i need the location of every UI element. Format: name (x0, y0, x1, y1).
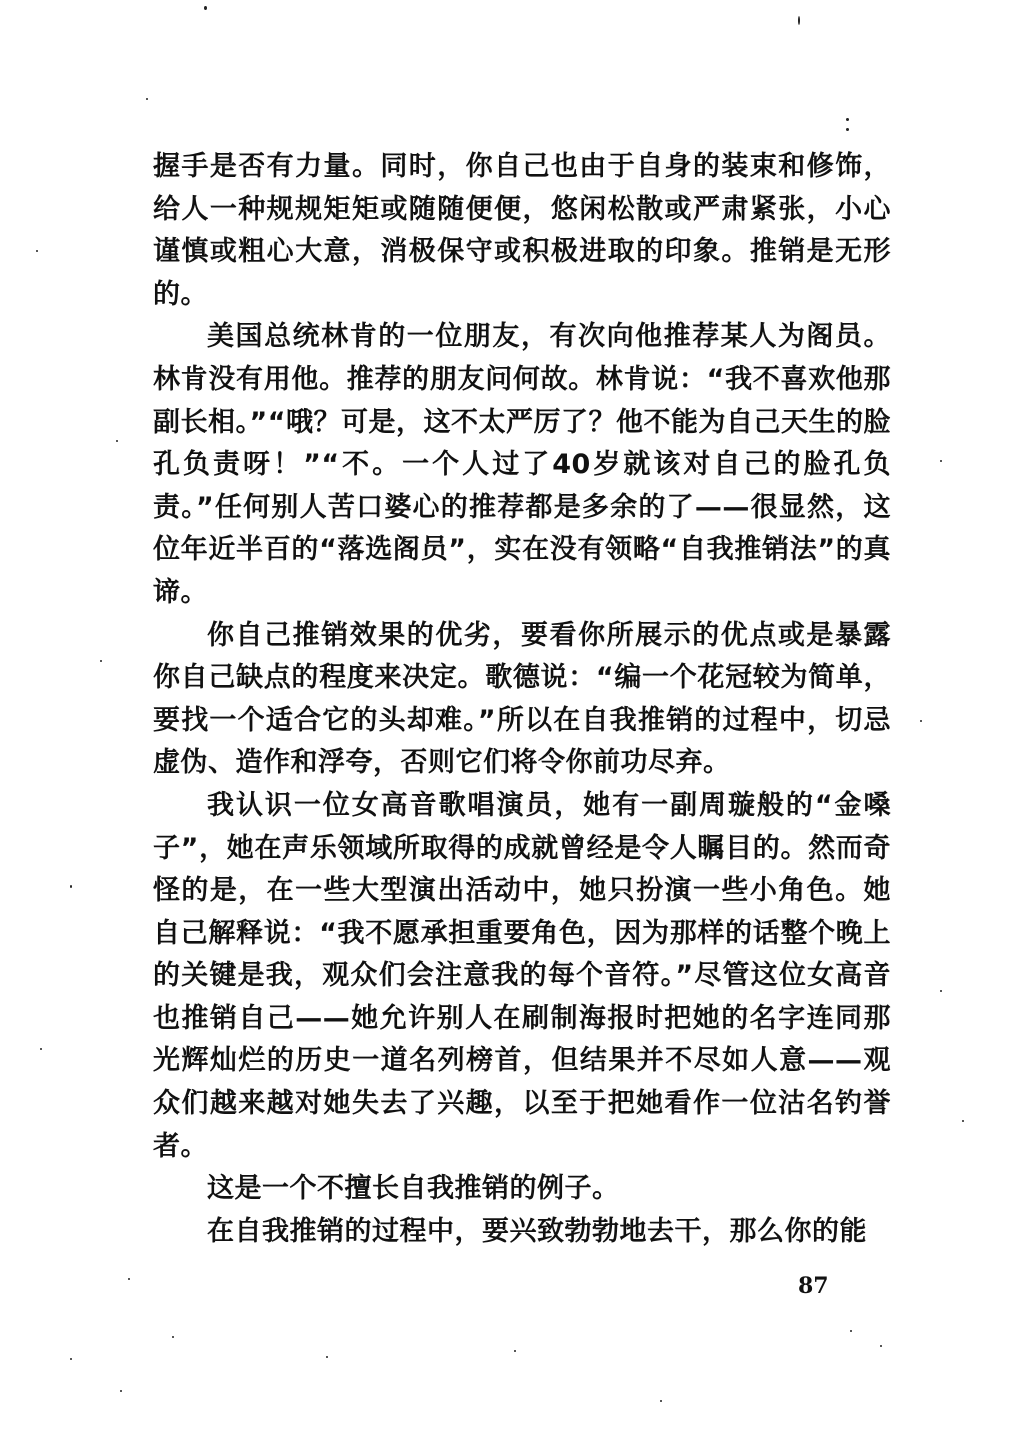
scan-speck (660, 1400, 662, 1402)
paragraph-2: 美国总统林肯的一位朋友，有次向他推荐某人为阁员。林肯没有用他。推荐的朋友问何故。林肯说：“我不喜欢他那副长相。”“哦？可是，这不太严厉了？他不能为自己天生的脸孔负责呀！”“不。一个人过了40岁就该对自己的脸孔负责。”任何别人苦口婆心的推荐都是多余的了——很显然，这位年近半百的“落选阁员”，实在没有领略“自我推销法”的真谛。 (153, 321, 891, 608)
scan-speck (172, 1336, 174, 1338)
scan-speck (846, 118, 849, 121)
body-text (153, 146, 891, 1253)
scan-speck (204, 6, 207, 10)
scan-speck (920, 720, 922, 722)
scan-speck (880, 1345, 882, 1347)
scan-speck (850, 1330, 852, 1332)
scan-speck (940, 460, 942, 462)
scan-speck (70, 1358, 72, 1360)
scan-speck (940, 990, 942, 992)
paragraph-6: 在自我推销的过程中，要兴致勃勃地去干，那么你的能 (207, 1215, 867, 1247)
scan-speck (798, 16, 800, 25)
paragraph-4: 我认识一位女高音歌唱演员，她有一副周璇般的“金嗓子”，她在声乐领域所取得的成就曾经是令人瞩目的。然而奇怪的是，在一些大型演出活动中，她只扮演一些小角色。她自己解释说：“我不愿承担重要角色，因为那样的话整个晚上的关键是我，观众们会注意我的每个音符。”尽管这位女高音也推销自己——她允许别人在刷制海报时把她的名字连同那光辉灿烂的历史一道名列榜首，但结果并不尽如人意——观众们越来越对她失去了兴趣，以至于把她看作一位沽名钓誉者。 (153, 789, 891, 1162)
scan-speck (40, 1048, 42, 1050)
scan-speck (116, 440, 118, 442)
scan-speck (326, 1356, 328, 1358)
paragraph-5: 这是一个不擅长自我推销的例子。 (207, 1173, 620, 1205)
page-number: 87 (798, 1273, 829, 1299)
scan-speck (146, 98, 148, 100)
scan-speck (962, 1120, 964, 1122)
paragraph-1: 握手是否有力量。同时，你自己也由于自身的装束和修饰，给人一种规规矩矩或随随便便，悠闲松散或严肃紧张，小心谨慎或粗心大意，消极保守或积极进取的印象。推销是无形的。 (153, 151, 891, 310)
scan-speck (70, 885, 72, 888)
scan-speck (120, 1390, 122, 1392)
scan-speck (36, 250, 38, 252)
scan-speck (514, 1350, 516, 1352)
paragraph-3: 你自己推销效果的优劣，要看你所展示的优点或是暴露你自己缺点的程度来决定。歌德说：“编一个花冠较为简单，要找一个适合它的头却难。”所以在自我推销的过程中，切忌虚伪、造作和浮夸，否则它们将令你前功尽弃。 (153, 619, 891, 779)
scan-speck (100, 660, 102, 662)
scan-speck (128, 1278, 130, 1280)
scan-speck (846, 128, 849, 131)
